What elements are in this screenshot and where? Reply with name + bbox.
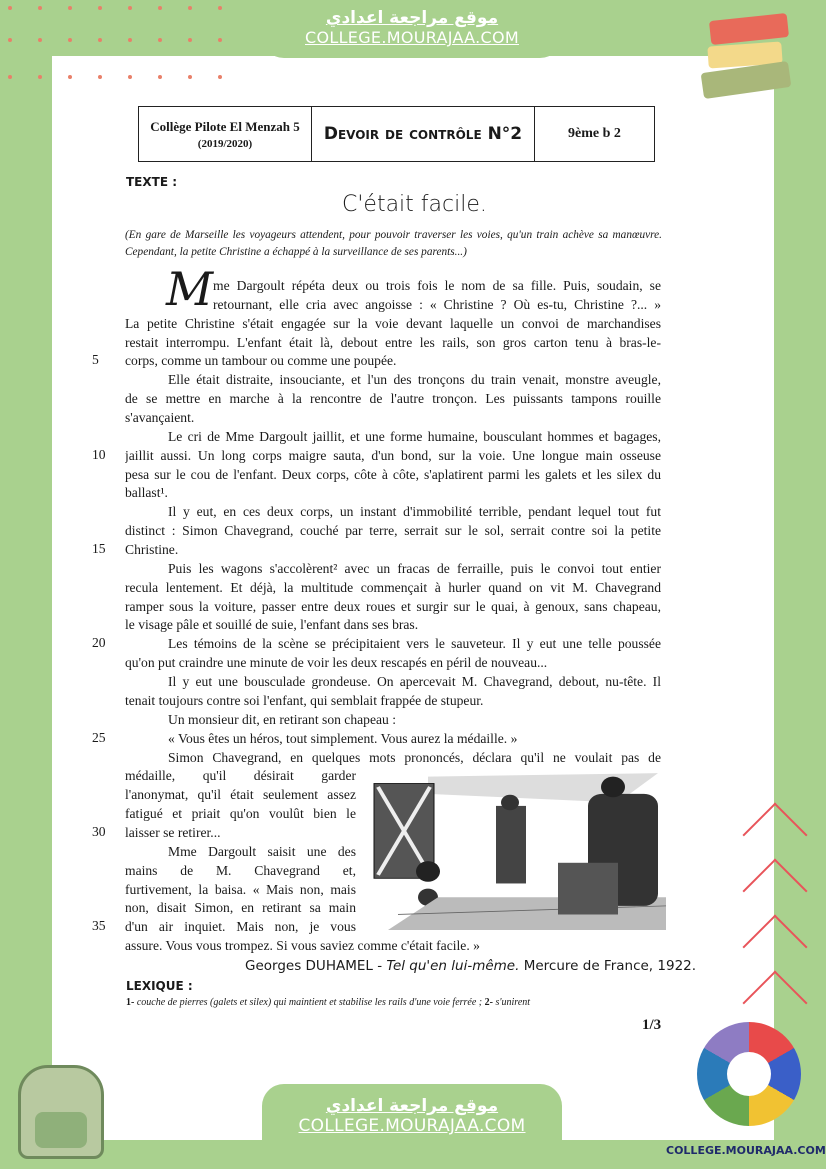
decorative-dot	[38, 6, 42, 10]
source-author: Georges DUHAMEL -	[245, 958, 387, 974]
text-line: retournant, elle cria avec angoisse : « Christine ? Où es-tu, Christine ?... »	[213, 296, 661, 312]
decorative-dot	[128, 6, 132, 10]
decorative-dot	[68, 38, 72, 42]
text-line: Le cri de Mme Dargoult jaillit, et une forme humaine, bousculant hommes et bagages,	[168, 428, 661, 444]
text-line: furtivement, la baisa. « Mais non, mais	[125, 881, 356, 897]
decorative-dot	[158, 38, 162, 42]
decorative-dot	[188, 38, 192, 42]
line-number: 25	[92, 729, 106, 745]
lexique-label: LEXIQUE :	[126, 979, 193, 993]
line-number: 10	[92, 446, 106, 462]
decorative-dot	[188, 75, 192, 79]
site-arabic-title: موقع مراجعة اعدادي	[325, 8, 499, 28]
decorative-dot	[68, 6, 72, 10]
footnote-number-1: 1-	[126, 997, 135, 1008]
site-url[interactable]: COLLEGE.MOURAJAA.COM	[305, 28, 519, 47]
footnote-2: s'unirent	[492, 997, 531, 1008]
text-line: tenait toujours contre soi l'enfant, qui semblait frappée de stupeur.	[125, 692, 484, 708]
text-line: d'un air inquiet. Mais non, je vous	[125, 919, 356, 935]
decorative-dot	[8, 38, 12, 42]
text-line: ballast¹.	[125, 485, 168, 501]
text-line: Puis les wagons s'accolèrent² avec un fracas de ferraille, puis le convoi tout entier	[168, 560, 661, 576]
drop-cap: M	[166, 262, 214, 316]
site-url[interactable]: COLLEGE.MOURAJAA.COM	[298, 1116, 526, 1136]
text-line: jaillit aussi. Un long corps maigre sauta, d'un bond, sur la voie. Une longue main osseuse	[125, 447, 661, 463]
decorative-dot	[98, 38, 102, 42]
decorative-dot	[218, 6, 222, 10]
decorative-dot	[98, 75, 102, 79]
decorative-dot	[128, 38, 132, 42]
text-line: « Vous êtes un héros, tout simplement. Vous aurez la médaille. »	[168, 730, 518, 746]
text-line: Il y eut, en ces deux corps, un instant d'immobilité terrible, pendant lequel tout fut	[168, 504, 661, 520]
text-line: Il y eut une bousculade grondeuse. On apercevait M. Chavegrand, debout, nu-tête. Il	[168, 674, 661, 690]
decorative-dot	[128, 75, 132, 79]
top-site-banner[interactable]	[262, 0, 562, 58]
text-line: mains de M. Chavegrand et,	[125, 862, 356, 878]
bottom-site-banner[interactable]	[262, 1084, 562, 1169]
text-line: Christine.	[125, 542, 179, 558]
text-line: assure. Vous vous trompez. Si vous saviez comme c'était facile. »	[125, 938, 480, 954]
decorative-dot	[38, 75, 42, 79]
text-line: qu'on put craindre une minute de voir les deux rescapés en péril de nouveau...	[125, 655, 548, 671]
text-line: de se mettre en marche à la rencontre de l'autre tronçon. Les puissants tampons rouille	[125, 391, 661, 407]
text-line: Simon Chavegrand, en quelques mots prononcés, déclara qu'il ne voulait pas de	[168, 749, 661, 765]
source-citation	[245, 958, 696, 974]
text-line: fatigué et priait qu'on voulût bien le	[125, 806, 356, 822]
text-line: pesa sur le cou de l'enfant. Deux corps, côte à côte, s'aplatirent parmi les galets et les silex du	[125, 466, 661, 482]
site-arabic-title: موقع مراجعة اعدادي	[325, 1096, 499, 1116]
decorative-dot	[68, 75, 72, 79]
text-line: corps, comme un tambour ou comme une poupée.	[125, 353, 397, 369]
books-icon	[700, 12, 800, 92]
text-line: restait interrompu. L'enfant était là, debout entre les rails, son gros carton tenu à bras-le-	[125, 334, 661, 350]
text-line: Elle était distraite, insouciante, et l'un des tronçons du train venait, monstre aveugle,	[168, 372, 661, 388]
train-illustration	[368, 768, 666, 930]
text-line: Les témoins de la scène se précipitaient vers le sauveteur. Il y eut une telle poussée	[168, 636, 661, 652]
source-publisher: Mercure de France, 1922.	[519, 958, 697, 974]
text-line: non, disait Simon, en retirant sa main	[125, 900, 356, 916]
source-work: Tel qu'en lui-même.	[386, 958, 520, 974]
text-title: C'était facile.	[342, 192, 487, 217]
text-line: laisser se retirer...	[125, 824, 221, 840]
line-number: 20	[92, 635, 106, 651]
text-line: Un monsieur dit, en retirant son chapeau :	[168, 711, 397, 727]
decorative-dot	[8, 6, 12, 10]
text-line: distinct : Simon Chavegrand, couché par terre, serrait sur le sol, serrait contre soi la petite	[125, 523, 661, 539]
text-line: médaille, qu'il désirait garder	[125, 768, 356, 784]
logo-url[interactable]: COLLEGE.MOURAJAA.COM	[666, 1144, 826, 1157]
line-number: 30	[92, 823, 106, 839]
decorative-dot	[38, 38, 42, 42]
line-number: 35	[92, 918, 106, 934]
exam-header-table	[138, 106, 655, 162]
page-number: 1/3	[642, 1017, 662, 1033]
text-line: l'anonymat, qu'il était seulement assez	[125, 787, 356, 803]
text-line: le visage pâle et souillé de suie, l'enfant dans ses bras.	[125, 617, 419, 633]
text-line: me Dargoult répéta deux ou trois fois le nom de sa fille. Puis, soudain, se	[213, 278, 661, 293]
line-number: 15	[92, 541, 106, 557]
school-name: Collège Pilote El Menzah 5	[150, 118, 300, 134]
texte-label: TEXTE :	[126, 175, 177, 189]
decorative-dot	[8, 75, 12, 79]
backpack-icon	[18, 1065, 104, 1159]
site-logo	[697, 1022, 801, 1126]
footnote-number-2: 2-	[484, 997, 493, 1008]
school-year: (2019/2020)	[197, 137, 253, 150]
decorative-dot	[158, 75, 162, 79]
text-line: Mme Dargoult saisit une des	[168, 843, 356, 859]
decorative-dot	[218, 75, 222, 79]
decorative-dot	[218, 38, 222, 42]
text-intro: (En gare de Marseille les voyageurs attendent, pour pouvoir traverser les voies, qu'un train achève sa manœuvre. Cependant, la petite Christine a échappé à la surveillance de ses parents...)	[125, 229, 662, 258]
exam-title: Devoir de contrôle N°2	[323, 124, 523, 144]
decorative-dot	[158, 6, 162, 10]
lexique-footnotes	[126, 997, 530, 1008]
footnote-1: couche de pierres (galets et silex) qui maintient et stabilise les rails d'une voie ferrée ;	[134, 997, 485, 1008]
text-line: s'avançaient.	[125, 410, 195, 426]
class-name: 9ème b 2	[568, 126, 621, 141]
decorative-dot	[188, 6, 192, 10]
text-line: La petite Christine s'était engagée sur la voie devant laquelle un convoi de marchandises	[125, 315, 661, 331]
text-line: ramper sous la voiture, passer entre deux roues et surgir sur le quai, à genoux, sans chapeau,	[125, 598, 661, 614]
decorative-dot	[98, 6, 102, 10]
line-number: 5	[92, 352, 99, 368]
text-line: recula lentement. Et déjà, la multitude commençait à hurler quand on vit M. Chavegrand	[125, 579, 661, 595]
